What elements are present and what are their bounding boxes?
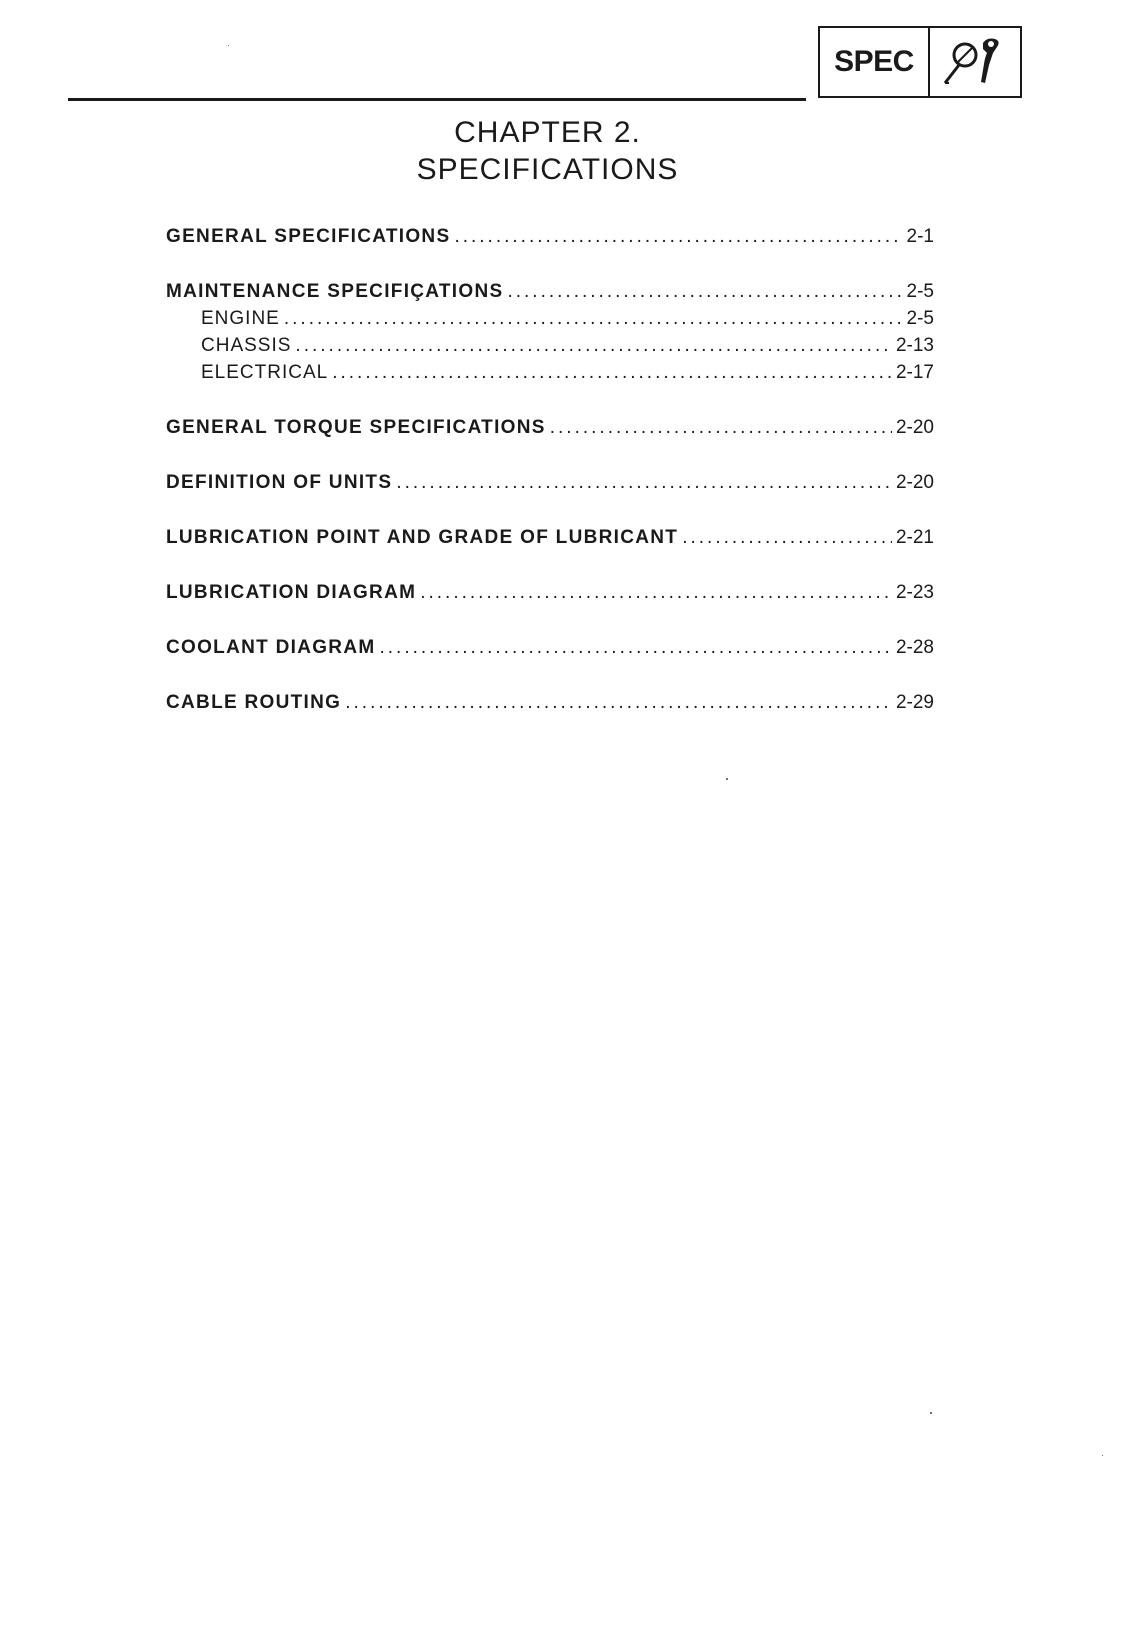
toc-entry: [166, 582, 934, 609]
table-of-contents: [166, 226, 934, 719]
scan-speck: [726, 778, 728, 780]
dot-leader: [345, 692, 892, 714]
header-rule: [68, 98, 806, 101]
dot-leader: [396, 472, 892, 494]
toc-entry-label: LUBRICATION DIAGRAM: [166, 582, 417, 603]
toc-entry: [166, 281, 934, 308]
toc-entry-page: 2-5: [906, 281, 934, 302]
toc-entry: [166, 527, 934, 554]
toc-entry-page: 2-23: [895, 582, 934, 603]
toc-entry-label: ELECTRICAL: [201, 362, 329, 383]
toc-entry-label: CHASSIS: [201, 335, 292, 356]
dot-leader: [454, 226, 902, 248]
dot-leader: [332, 362, 892, 384]
toc-entry-page: 2-20: [895, 472, 934, 493]
dot-leader: [507, 281, 902, 303]
dot-leader: [682, 527, 892, 549]
toc-entry-label: ENGINE: [201, 308, 280, 329]
toc-entry-page: 2-29: [895, 692, 934, 713]
toc-entry: [166, 692, 934, 719]
dot-leader: [379, 637, 891, 659]
toc-entry: [166, 472, 934, 499]
toc-entry-page: 2-20: [895, 417, 934, 438]
toc-entry-page: 2-28: [895, 637, 934, 658]
toc-entry: [166, 226, 934, 253]
toc-entry-label: GENERAL SPECIFICATIONS: [166, 226, 451, 247]
toc-entry-label: DEFINITION OF UNITS: [166, 472, 393, 493]
dot-leader: [284, 308, 903, 330]
toc-entry-page: 2-17: [895, 362, 934, 383]
toc-entry-label: CABLE ROUTING: [166, 692, 342, 713]
chapter-name: SPECIFICATIONS: [416, 153, 679, 186]
toc-entry: [166, 637, 934, 664]
dot-leader: [420, 582, 892, 604]
toc-entry-page: 2-13: [895, 335, 934, 356]
toc-entry-page: 2-21: [895, 527, 934, 548]
toc-entry-label: MAINTENANCE SPECIFIÇATIONS: [166, 281, 504, 302]
toc-subentry: [166, 308, 934, 335]
toc-subentry: [166, 362, 934, 389]
toc-entry-page: 2-1: [906, 226, 934, 247]
toc-entry-page: 2-5: [906, 308, 934, 329]
scan-speck: [1102, 1455, 1103, 1456]
scan-speck: [930, 1412, 932, 1414]
dot-leader: [295, 335, 892, 357]
spec-badge-label: SPEC: [820, 28, 930, 96]
toc-entry-label: LUBRICATION POINT AND GRADE OF LUBRICANT: [166, 527, 679, 548]
spec-badge: [818, 26, 1022, 98]
dial-gauge-icon: [930, 28, 1020, 96]
dot-leader: [550, 417, 892, 439]
toc-entry-label: GENERAL TORQUE SPECIFICATIONS: [166, 417, 546, 438]
toc-entry-label: COOLANT DIAGRAM: [166, 637, 376, 658]
chapter-number: CHAPTER 2.: [454, 116, 641, 149]
toc-entry: [166, 417, 934, 444]
scan-speck: [228, 45, 229, 46]
chapter-title: [0, 114, 1095, 188]
toc-subentry: [166, 335, 934, 362]
